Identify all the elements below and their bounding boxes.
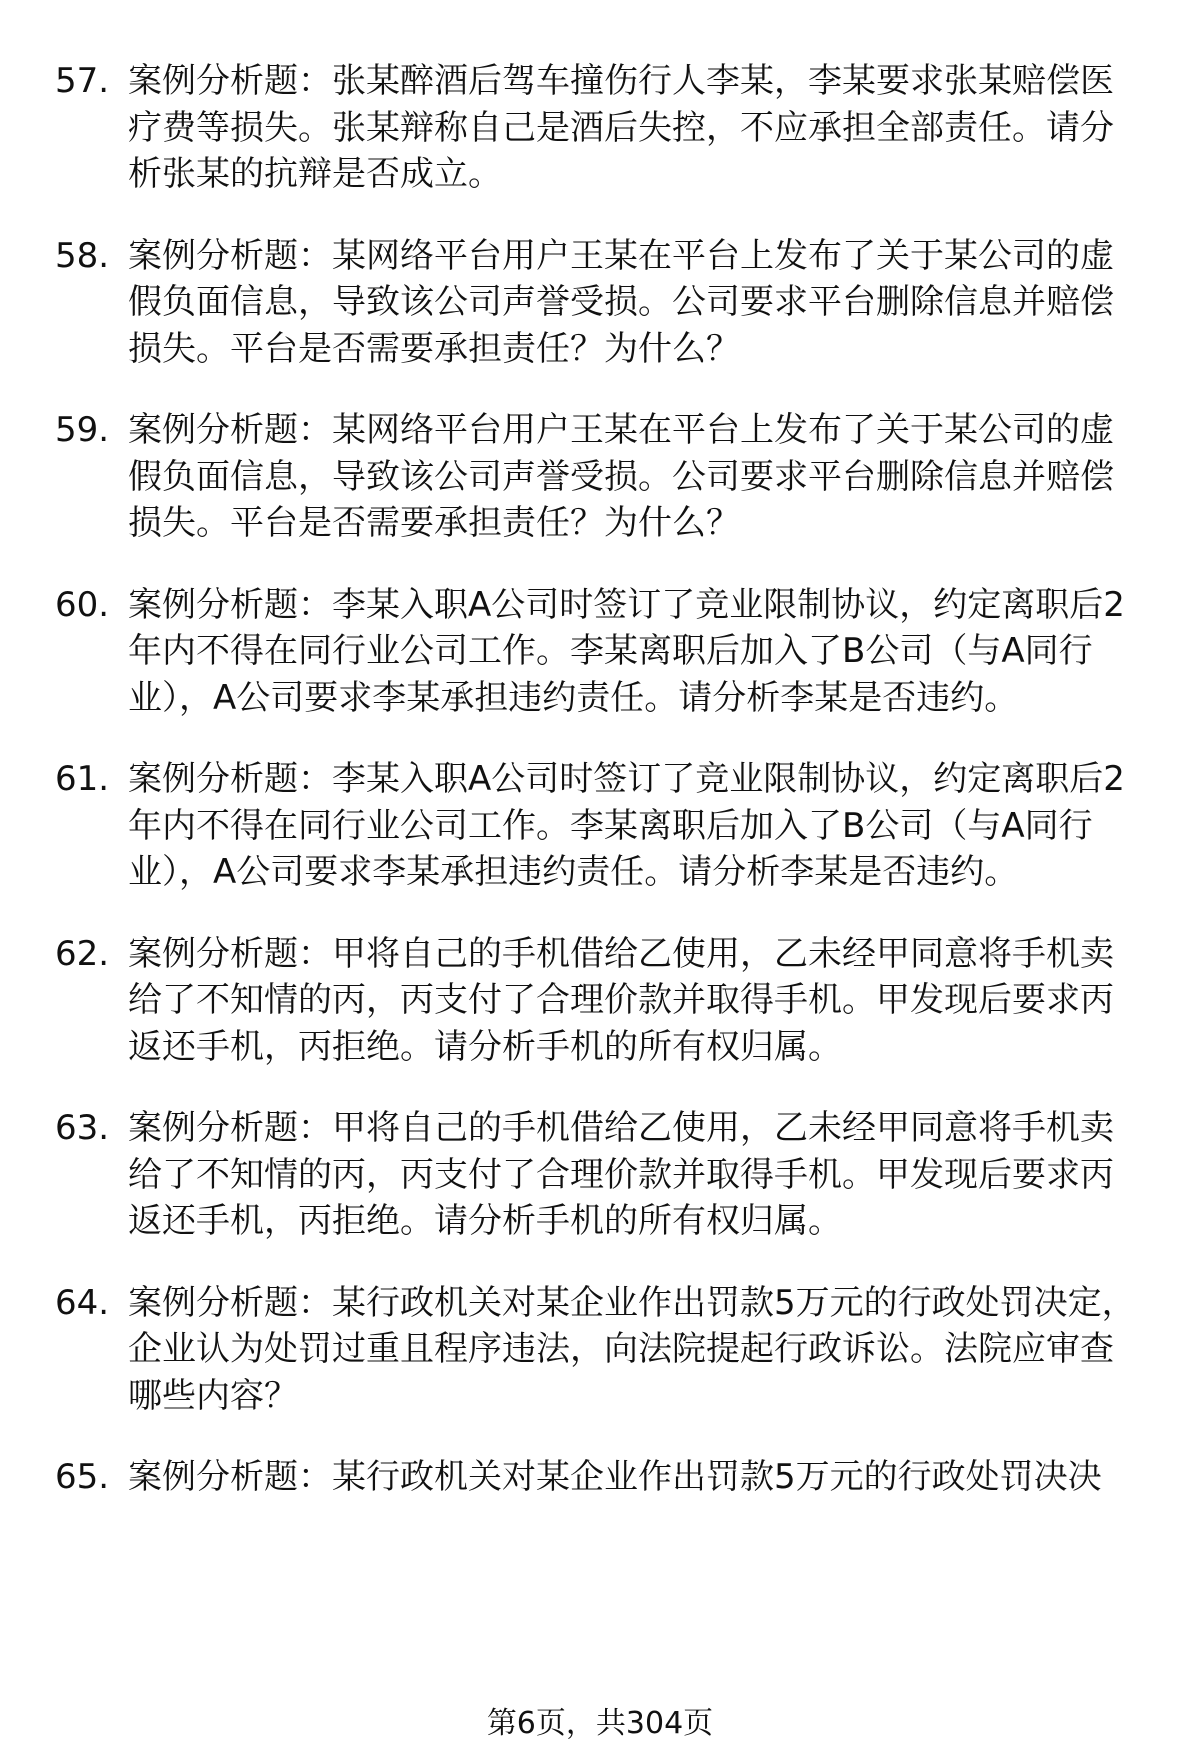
question-item — [55, 931, 1145, 1071]
question-item — [55, 1280, 1145, 1420]
question-item — [55, 756, 1145, 896]
question-number: 63. — [55, 1108, 110, 1148]
question-text: 案例分析题：某行政机关对某企业作出罚款5万元的行政处罚决定，企业认为处罚过重且程序违法，向法院提起行政诉讼。法院应审查哪些内容？ — [128, 1282, 1136, 1416]
question-text: 案例分析题：甲将自己的手机借给乙使用，乙未经甲同意将手机卖给了不知情的丙，丙支付了合理价款并取得手机。甲发现后要求丙返还手机，丙拒绝。请分析手机的所有权归属。 — [128, 933, 1114, 1067]
question-text: 案例分析题：某网络平台用户王某在平台上发布了关于某公司的虚假负面信息，导致该公司声誉受损。公司要求平台删除信息并赔偿损失。平台是否需要承担责任？为什么？ — [128, 410, 1114, 543]
question-text: 案例分析题：某网络平台用户王某在平台上发布了关于某公司的虚假负面信息，导致该公司声誉受损。公司要求平台删除信息并赔偿损失。平台是否需要承担责任？为什么？ — [128, 235, 1114, 369]
question-item — [55, 582, 1145, 722]
page-footer: 第6页，共304页 — [486, 1706, 714, 1741]
question-number: 64. — [55, 1282, 110, 1323]
question-number: 65. — [55, 1457, 110, 1497]
question-item — [55, 58, 1145, 198]
question-item — [55, 233, 1145, 373]
question-number: 61. — [55, 759, 110, 799]
question-text: 案例分析题：张某醉酒后驾车撞伤行人李某，李某要求张某赔偿医疗费等损失。张某辩称自己是酒后失控，不应承担全部责任。请分析张某的抗辩是否成立。 — [128, 61, 1114, 194]
question-list — [55, 58, 1145, 1536]
question-text: 案例分析题：某行政机关对某企业作出罚款5万元的行政处罚决决 — [128, 1457, 1102, 1497]
question-number: 58. — [55, 235, 110, 276]
question-item — [55, 407, 1145, 547]
question-number: 59. — [55, 410, 110, 450]
question-item — [55, 1454, 1145, 1501]
question-number: 60. — [55, 584, 110, 625]
question-text: 案例分析题：李某入职A公司时签订了竞业限制协议，约定离职后2年内不得在同行业公司工作。李某离职后加入了B公司（与A同行业），A公司要求李某承担违约责任。请分析李某是否违约。 — [128, 584, 1125, 718]
question-text: 案例分析题：李某入职A公司时签订了竞业限制协议，约定离职后2年内不得在同行业公司工作。李某离职后加入了B公司（与A同行业），A公司要求李某承担违约责任。请分析李某是否违约。 — [128, 759, 1125, 892]
question-number: 57. — [55, 61, 110, 101]
question-number: 62. — [55, 933, 110, 974]
question-text: 案例分析题：甲将自己的手机借给乙使用，乙未经甲同意将手机卖给了不知情的丙，丙支付了合理价款并取得手机。甲发现后要求丙返还手机，丙拒绝。请分析手机的所有权归属。 — [128, 1108, 1114, 1241]
question-item — [55, 1105, 1145, 1245]
